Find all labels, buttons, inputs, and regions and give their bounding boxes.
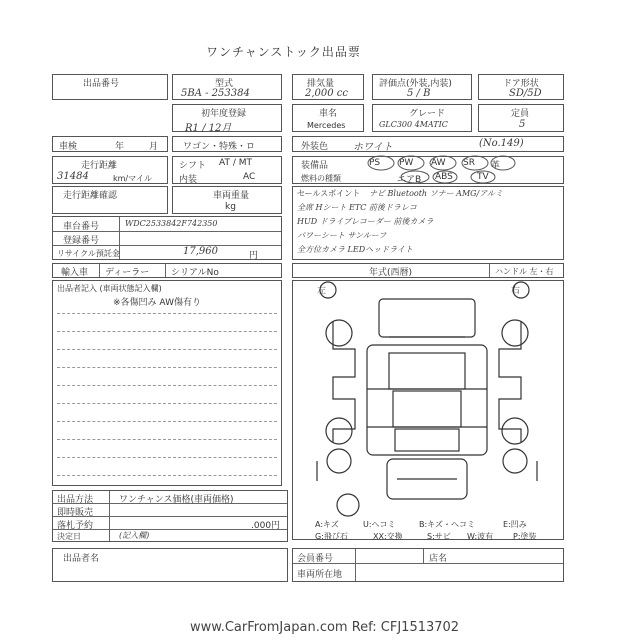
seller-label: 出品者名 [63, 554, 100, 564]
car-name-label: 車名 [319, 109, 338, 119]
sales-point-label: セールスポイント [297, 189, 361, 198]
interior-label: 内装 [179, 175, 198, 185]
sales-point-line-2: 全席 Hシート ETC 前後ドラレコ [297, 203, 417, 212]
shift-options: AT / MT [219, 158, 252, 168]
shift-label: シフト [179, 161, 207, 171]
grade-label: グレード [409, 109, 446, 119]
listing-number-cell [52, 74, 168, 100]
first-reg-value: R1 / 12月 [185, 123, 232, 134]
sales-point-cell [292, 186, 564, 260]
equipment-cell [292, 156, 564, 184]
sales-point-line-1: ナビ Bluetooth ソナー AMG/アルミ [369, 189, 503, 198]
mileage-check-cell [52, 186, 168, 214]
seller-block [52, 548, 288, 582]
model-code-label: 型式 [215, 79, 234, 89]
exterior-color-label: 外装色 [301, 142, 329, 152]
inspection-month-label: 月 [149, 142, 159, 152]
notes-header: 出品者記入 (車両状態記入欄) [57, 284, 162, 293]
model-year-label: 年式(西暦) [369, 268, 413, 278]
inspection-year-label: 年 [115, 142, 125, 152]
sales-point-line-4: パワーシート サンルーフ [297, 231, 387, 240]
displacement-value: 2,000 cc [305, 88, 349, 99]
equipment-circle-marks [363, 155, 523, 187]
chassis-value: WDC2533842F742350 [125, 219, 218, 228]
sales-point-line-5: 全方位カメラ LEDヘッドライト [297, 245, 413, 254]
decision-date-value: (記入欄) [119, 531, 150, 540]
shift-cell [172, 156, 282, 184]
body-type-label: ワゴン・特殊・ロ [183, 142, 256, 152]
legend-w: W:波有 [467, 532, 494, 541]
legend-xx: XX:交換 [373, 532, 403, 541]
page-title: ワンチャンストック出品票 [206, 45, 361, 59]
listing-number-label: 出品番号 [83, 79, 120, 89]
handle-label: ハンドル 左・右 [495, 267, 554, 276]
equipment-label: 装備品 [301, 161, 329, 171]
instant-sale-label: 即時販売 [57, 508, 94, 518]
id-block [52, 216, 282, 260]
equipment-option-sr: SR [463, 158, 475, 168]
door-type-label: ドア形状 [503, 79, 539, 89]
first-reg-cell [172, 104, 282, 132]
right-side-label: 右 [511, 286, 521, 296]
method-label: 出品方法 [57, 495, 94, 505]
recycle-yen: 円 [249, 251, 259, 261]
serial-label: シリアルNo [171, 268, 219, 278]
legend-g: G:飛び石 [315, 532, 348, 541]
legend-e: E:凹み [503, 520, 527, 529]
grade-value: GLC300 4MATIC [379, 120, 448, 129]
import-label: 輸入車 [61, 268, 89, 278]
exterior-color-cell [292, 136, 564, 152]
source-watermark: www.CarFromJapan.com Ref: CFJ1513702 [190, 620, 460, 635]
sales-point-line-3: HUD ドライブレコーダー 前後カメラ [297, 217, 434, 226]
price-block [52, 490, 288, 542]
weight-cell [172, 186, 282, 214]
grade-score-label: 評価点(外装,内装) [379, 79, 452, 89]
notes-box [52, 280, 282, 486]
member-number-label: 会員番号 [297, 554, 334, 564]
damage-diagram-box [292, 280, 564, 540]
left-side-label: 左 [317, 286, 327, 296]
equipment-option-ps: PS [369, 158, 381, 168]
member-block [292, 548, 564, 582]
inspection-label: 車検 [59, 142, 78, 152]
dealer-label: ディーラー [105, 268, 150, 278]
decision-date-label: 決定日 [57, 532, 81, 541]
fuel-option-abs: ABS [435, 172, 453, 182]
price-yen: .000円 [251, 521, 281, 531]
exterior-color-value: ホワイト [353, 142, 393, 153]
mileage-label: 走行距離 [81, 161, 118, 171]
mileage-unit: km/マイル [113, 174, 152, 183]
recycle-label: リサイクル預託金 [57, 249, 120, 258]
ac-label: AC [243, 172, 256, 182]
weight-unit: kg [225, 202, 236, 212]
inspection-cell [52, 136, 168, 152]
location-label: 車両所在地 [297, 570, 343, 580]
capacity-value: 5 [519, 119, 526, 130]
legend-p: P:塗装 [513, 532, 537, 541]
mileage-value: 31484 [57, 171, 89, 182]
legend-u: U:ヘコミ [363, 520, 396, 529]
grade-score-value: 5 / B [407, 88, 431, 99]
mileage-cell [52, 156, 168, 184]
door-type-value: SD/5D [509, 88, 542, 99]
equipment-option-pw: PW [399, 158, 414, 168]
store-name-label: 店名 [429, 554, 448, 564]
displacement-label: 排気量 [307, 79, 335, 89]
body-type-cell [172, 136, 282, 152]
grade-cell [372, 104, 472, 132]
notes-text: ※各傷凹み AW傷有り [113, 298, 201, 308]
capacity-cell [478, 104, 564, 132]
legend-s: S:サビ [427, 532, 451, 541]
mileage-check-label: 走行距離確認 [63, 191, 118, 201]
recycle-value: 17,960 [183, 246, 218, 257]
first-reg-label: 初年度登録 [201, 109, 247, 119]
color-number-value: (No.149) [479, 138, 524, 149]
car-name-value: Mercedes [307, 121, 346, 130]
legend-b: B:キズ・ヘコミ [419, 520, 476, 529]
registration-label: 登録番号 [63, 236, 100, 246]
weight-label: 車両重量 [213, 191, 250, 201]
car-body-diagram [293, 281, 563, 539]
door-type-cell [478, 74, 564, 100]
capacity-label: 定員 [511, 109, 530, 119]
equipment-option-leather: 革 [491, 161, 501, 171]
grade-score-cell [372, 74, 472, 100]
car-name-cell [292, 104, 364, 132]
fuel-option-airbag: エアB [397, 175, 422, 185]
displacement-cell [292, 74, 364, 100]
model-code-value: 5BA - 253384 [181, 88, 250, 99]
legend-a: A:キズ [315, 520, 339, 529]
method-value: ワンチャンス価格(車両価格) [119, 495, 234, 505]
fuel-option-tv: TV [477, 172, 489, 182]
chassis-label: 車台番号 [63, 222, 100, 232]
year-handle-row [292, 263, 564, 278]
bid-reserve-label: 落札予約 [57, 521, 94, 531]
model-code-cell [172, 74, 282, 100]
equipment-option-aw: AW [431, 158, 446, 168]
import-row [52, 263, 282, 278]
fuel-type-label: 燃料の種類 [301, 174, 341, 183]
